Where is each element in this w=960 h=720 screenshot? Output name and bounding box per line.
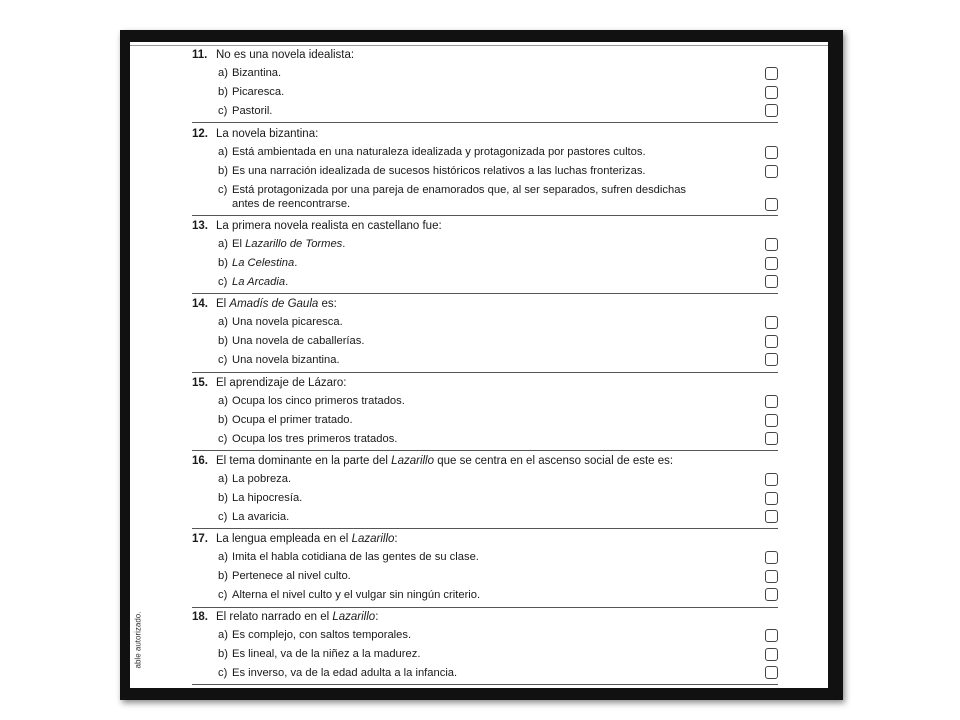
question-header — [192, 125, 778, 143]
question-number: 12. — [192, 128, 208, 140]
question-14 — [192, 295, 778, 369]
answer-checkbox[interactable] — [765, 510, 778, 523]
option-text: La Arcadia. — [232, 275, 289, 288]
option-text: Alterna el nivel culto y el vulgar sin ningún criterio. — [232, 588, 481, 601]
option-text: La Celestina. — [232, 256, 298, 269]
option-letter: a) — [218, 238, 228, 250]
option-c — [192, 664, 778, 683]
answer-checkbox[interactable] — [765, 473, 778, 486]
answer-checkbox[interactable] — [765, 432, 778, 445]
question-text: La novela bizantina: — [216, 128, 319, 140]
question-number: 15. — [192, 377, 208, 389]
answer-checkbox[interactable] — [765, 629, 778, 642]
answer-checkbox[interactable] — [765, 257, 778, 270]
question-11 — [192, 46, 778, 120]
divider — [192, 215, 778, 216]
answer-checkbox[interactable] — [765, 551, 778, 564]
option-letter: b) — [218, 256, 228, 269]
option-text: Es inverso, va de la edad adulta a la infancia. — [232, 666, 458, 679]
question-15 — [192, 374, 778, 448]
option-letter: c) — [218, 353, 228, 366]
answer-checkbox[interactable] — [765, 570, 778, 583]
option-letter: c) — [218, 183, 228, 196]
option-text: Ocupa el primer tratado. — [232, 413, 353, 426]
option-text: Una novela bizantina. — [232, 353, 340, 366]
question-text: El Amadís de Gaula es: — [216, 298, 337, 310]
option-text: El Lazarillo de Tormes. — [232, 238, 346, 250]
option-letter: b) — [218, 569, 228, 582]
question-number: 11. — [192, 49, 208, 61]
option-c — [192, 430, 778, 449]
option-a — [192, 626, 778, 645]
option-letter: a) — [218, 473, 228, 485]
option-text: Está ambientada en una naturaleza idealizada y protagonizada por pastores cultos. — [232, 146, 646, 158]
option-a — [192, 313, 778, 332]
option-c — [192, 351, 778, 370]
option-letter: b) — [218, 413, 228, 426]
question-number: 14. — [192, 298, 208, 310]
option-b — [192, 567, 778, 586]
option-text: Imita el habla cotidiana de las gentes de su clase. — [232, 551, 479, 563]
option-letter: c) — [218, 432, 228, 445]
question-header — [192, 295, 778, 313]
question-16 — [192, 452, 778, 526]
option-b — [192, 162, 778, 181]
question-text: El tema dominante en la parte del Lazarillo que se centra en el ascenso social de este es: — [216, 455, 674, 467]
question-12 — [192, 125, 778, 214]
option-letter: b) — [218, 647, 228, 660]
answer-checkbox[interactable] — [765, 238, 778, 251]
option-b — [192, 411, 778, 430]
option-a — [192, 548, 778, 567]
answer-checkbox[interactable] — [765, 492, 778, 505]
option-c — [192, 586, 778, 605]
question-text: La primera novela realista en castellano fue: — [216, 220, 442, 232]
question-text: El aprendizaje de Lázaro: — [216, 377, 347, 389]
answer-checkbox[interactable] — [765, 648, 778, 661]
option-a — [192, 64, 778, 83]
answer-checkbox[interactable] — [765, 588, 778, 601]
question-text: El relato narrado en el Lazarillo: — [216, 611, 379, 623]
answer-checkbox[interactable] — [765, 666, 778, 679]
option-letter: b) — [218, 85, 228, 98]
question-18 — [192, 608, 778, 682]
option-letter: c) — [218, 275, 228, 288]
option-text: Es lineal, va de la niñez a la madurez. — [232, 647, 421, 660]
option-text: Está protagonizada por una pareja de enamorados que, al ser separados, sufren desdichas antes de reencontrarse. — [232, 183, 687, 210]
option-letter: c) — [218, 588, 228, 601]
answer-checkbox[interactable] — [765, 146, 778, 159]
question-header — [192, 452, 778, 470]
divider — [192, 450, 778, 451]
answer-checkbox[interactable] — [765, 198, 778, 211]
option-text: Ocupa los tres primeros tratados. — [232, 432, 398, 445]
question-text: La lengua empleada en el Lazarillo: — [216, 533, 398, 545]
option-text: La avaricia. — [232, 510, 290, 523]
option-b — [192, 83, 778, 102]
option-c — [192, 273, 778, 292]
answer-checkbox[interactable] — [765, 395, 778, 408]
question-text: No es una novela idealista: — [216, 49, 355, 61]
divider — [192, 528, 778, 529]
option-b — [192, 645, 778, 664]
question-header — [192, 608, 778, 626]
option-text: La hipocresía. — [232, 491, 303, 504]
question-number: 18. — [192, 611, 208, 623]
question-17 — [192, 530, 778, 604]
divider — [192, 372, 778, 373]
option-text: Pertenece al nivel culto. — [232, 569, 351, 582]
option-a — [192, 235, 778, 254]
worksheet-page — [130, 42, 828, 688]
option-text: Es complejo, con saltos temporales. — [232, 629, 412, 641]
option-b — [192, 254, 778, 273]
question-number: 16. — [192, 455, 208, 467]
divider — [192, 122, 778, 123]
option-c — [192, 102, 778, 121]
option-letter: b) — [218, 491, 228, 504]
question-header — [192, 374, 778, 392]
divider — [192, 684, 778, 685]
option-c — [192, 508, 778, 527]
answer-checkbox[interactable] — [765, 86, 778, 99]
option-c — [192, 181, 778, 214]
option-letter: a) — [218, 395, 228, 407]
answer-checkbox[interactable] — [765, 316, 778, 329]
option-text: La pobreza. — [232, 473, 292, 485]
question-header — [192, 217, 778, 235]
option-b — [192, 332, 778, 351]
answer-checkbox[interactable] — [765, 414, 778, 427]
option-a — [192, 470, 778, 489]
option-text: Pastoril. — [232, 104, 273, 117]
answer-checkbox[interactable] — [765, 67, 778, 80]
option-letter: b) — [218, 164, 228, 177]
answer-checkbox[interactable] — [765, 165, 778, 178]
side-note: able autorizado. — [133, 611, 143, 669]
option-letter: c) — [218, 104, 228, 117]
question-header — [192, 530, 778, 548]
option-text: Picaresca. — [232, 85, 285, 98]
divider — [192, 293, 778, 294]
option-letter: b) — [218, 334, 228, 347]
option-letter: a) — [218, 551, 228, 563]
answer-checkbox[interactable] — [765, 104, 778, 117]
option-text: Una novela de caballerías. — [232, 334, 365, 347]
option-text: Una novela picaresca. — [232, 316, 343, 328]
option-letter: c) — [218, 666, 228, 679]
question-number: 13. — [192, 220, 208, 232]
question-number: 17. — [192, 533, 208, 545]
option-letter: c) — [218, 510, 228, 523]
answer-checkbox[interactable] — [765, 353, 778, 366]
answer-checkbox[interactable] — [765, 335, 778, 348]
option-a — [192, 143, 778, 162]
option-letter: a) — [218, 629, 228, 641]
option-letter: a) — [218, 146, 228, 158]
question-header — [192, 46, 778, 64]
answer-checkbox[interactable] — [765, 275, 778, 288]
option-a — [192, 392, 778, 411]
question-13 — [192, 217, 778, 291]
option-text: Bizantina. — [232, 67, 282, 79]
option-text: Ocupa los cinco primeros tratados. — [232, 395, 405, 407]
option-letter: a) — [218, 316, 228, 328]
option-b — [192, 489, 778, 508]
option-text: Es una narración idealizada de sucesos históricos relativos a las luchas fronterizas. — [232, 164, 646, 177]
option-letter: a) — [218, 67, 228, 79]
